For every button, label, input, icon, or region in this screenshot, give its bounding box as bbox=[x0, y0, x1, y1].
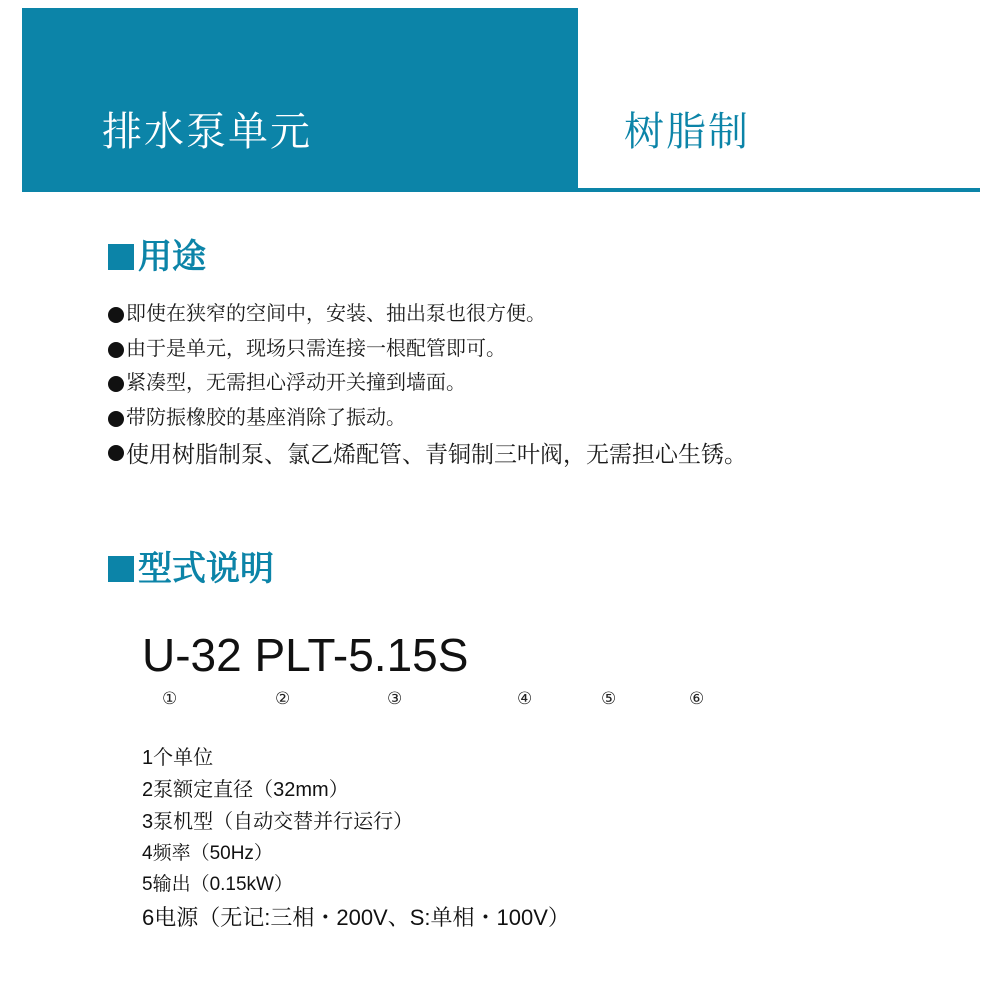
list-item bbox=[108, 302, 948, 328]
list-item-label: 紧凑型，无需担心浮动开关撞到墙面。 bbox=[126, 372, 466, 395]
header-left-panel bbox=[22, 8, 578, 192]
bullet-dot-icon bbox=[108, 376, 124, 392]
model-heading-label: 型式说明 bbox=[138, 550, 274, 588]
bullet-dot-icon bbox=[108, 342, 124, 358]
list-item-label: 使用树脂制泵、氯乙烯配管、青铜制三叶阀，无需担心生锈。 bbox=[126, 441, 747, 468]
list-item bbox=[108, 440, 948, 469]
page-header bbox=[0, 0, 1002, 192]
header-left-title: 排水泵单元 bbox=[102, 110, 312, 154]
model-code-markers bbox=[142, 690, 762, 716]
marker-2: ② bbox=[275, 689, 291, 708]
model-section-heading bbox=[108, 552, 274, 586]
list-item-label: 即使在狭窄的空间中，安装、抽出泵也很方便。 bbox=[126, 303, 546, 325]
marker-4: ④ bbox=[517, 689, 533, 708]
usage-bullet-list bbox=[108, 302, 948, 479]
usage-heading-label: 用途 bbox=[138, 238, 206, 276]
bullet-dot-icon bbox=[108, 307, 124, 323]
list-item-label: 由于是单元，现场只需连接一根配管即可。 bbox=[126, 337, 506, 360]
list-item bbox=[108, 371, 948, 397]
marker-3: ③ bbox=[387, 689, 403, 708]
marker-6: ⑥ bbox=[689, 689, 705, 708]
header-right-panel bbox=[578, 8, 980, 192]
legend-item-4: 4频率（50Hz） bbox=[142, 843, 273, 864]
header-right-title: 树脂制 bbox=[624, 110, 750, 154]
marker-5: ⑤ bbox=[601, 689, 617, 708]
square-marker-icon bbox=[108, 556, 134, 582]
bullet-dot-icon bbox=[108, 445, 124, 461]
model-legend-list bbox=[142, 746, 902, 938]
usage-section-heading bbox=[108, 240, 206, 274]
legend-item-5: 5输出（0.15kW） bbox=[142, 873, 293, 895]
model-code-text: U-32 PLT-5.15S bbox=[142, 629, 469, 681]
legend-item-6: 6电源（无记:三相・200V、S:单相・100V） bbox=[142, 904, 570, 930]
legend-item-1: 1个单位 bbox=[142, 747, 214, 769]
legend-item-3: 3泵机型（自动交替并行运行） bbox=[142, 811, 414, 833]
bullet-dot-icon bbox=[108, 411, 124, 427]
list-item-label: 带防振橡胶的基座消除了振动。 bbox=[126, 406, 406, 429]
legend-item-2: 2泵额定直径（32mm） bbox=[142, 779, 349, 801]
square-marker-icon bbox=[108, 244, 134, 270]
marker-1: ① bbox=[162, 689, 178, 708]
list-item bbox=[108, 406, 948, 432]
list-item bbox=[108, 337, 948, 363]
